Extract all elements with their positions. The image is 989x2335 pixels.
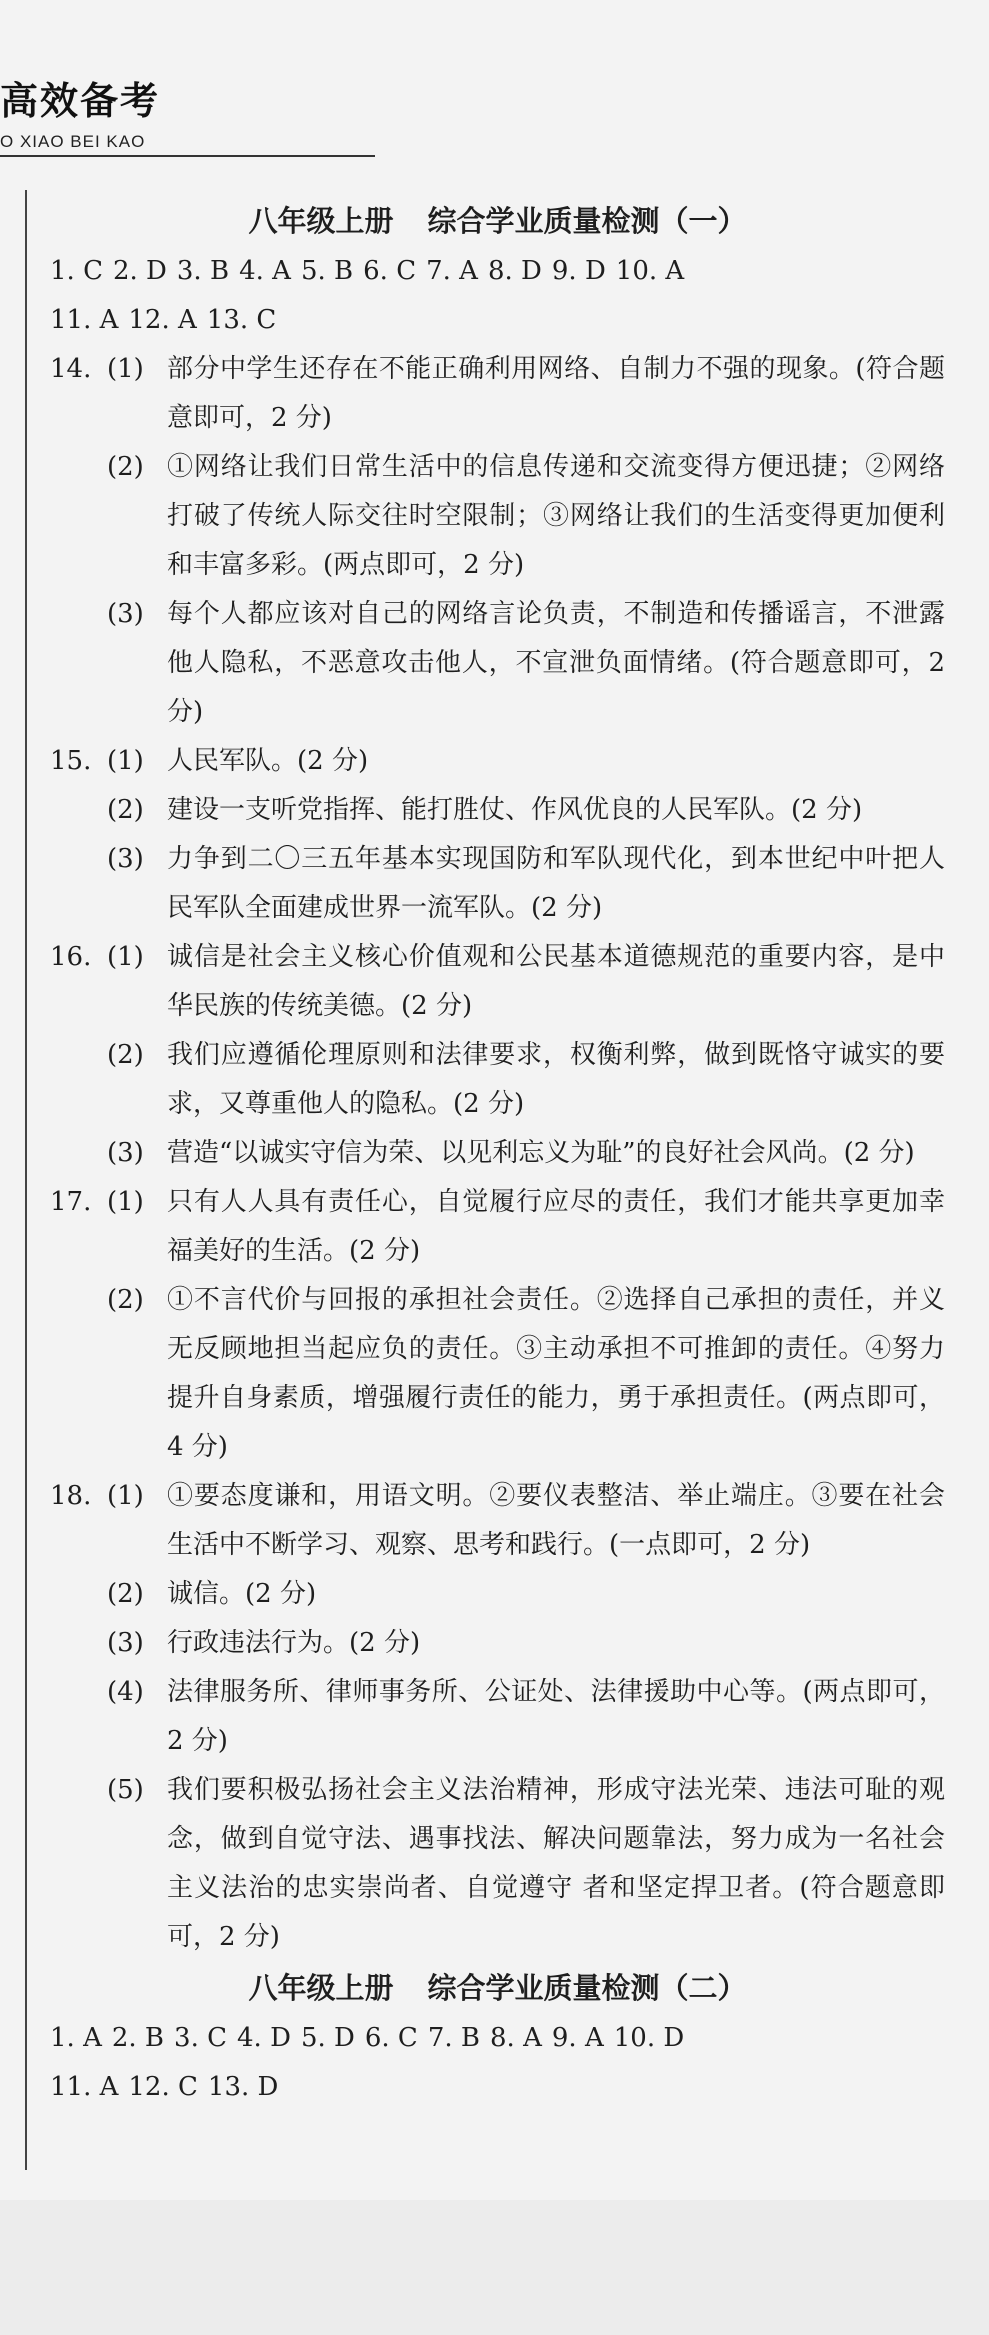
section-title-grade: 八年级上册 [248,204,394,238]
multiple-choice-answer: 12. A [128,305,197,335]
multiple-choice-answer: 3. B [176,256,230,286]
question-number: 16. [50,942,92,972]
sub-answer-label: (2) [107,1579,144,1609]
sub-answer-label: (3) [107,844,144,874]
question-number: 18. [50,1481,92,1511]
sub-answer-text: 营造“以诚实守信为荣、以见利忘义为耻”的良好社会风尚。(2 分) [167,1138,915,1168]
page-bottom-shade [0,2200,989,2335]
section-title-grade: 八年级上册 [248,1971,394,2005]
multiple-choice-answer: 2. B [111,2023,165,2053]
multiple-choice-answer: 4. A [239,256,291,286]
question-answer [50,933,945,1178]
section-title [50,195,945,247]
answer-key-content [50,195,945,2112]
sub-answer-label: (2) [107,1040,144,1070]
sub-answer-text: 每个人都应该对自己的网络言论负责，不制造和传播谣言，不泄露他人隐私，不恶意攻击他人，不宣泄负面情绪。(符合题意即可，2 分) [167,599,945,727]
sub-answer [50,1570,945,1619]
multiple-choice-answer: 10. A [615,256,685,286]
brand-logo-text: 高效备考 [0,79,161,123]
sub-answer-label: (1) [107,746,144,776]
sub-answer-text: 人民军队。(2 分) [167,746,369,776]
section-title [50,1962,945,2014]
multiple-choice-answer: 8. A [490,2023,542,2053]
question-answer [50,1178,945,1472]
sub-answer-text: 只有人人具有责任心，自觉履行应尽的责任，我们才能共享更加幸福美好的生活。(2 分) [167,1187,945,1266]
sub-answer-text: 诚信。(2 分) [167,1579,317,1609]
multiple-choice-answer: 13. C [206,305,277,335]
section-title-test: 综合学业质量检测（二） [427,1971,747,2005]
sub-answer [50,737,945,786]
sub-answer [50,1472,945,1570]
multiple-choice-row [50,247,945,296]
multiple-choice-row [50,2063,945,2112]
question-number: 14. [50,354,92,384]
sub-answer-label: (3) [107,1138,144,1168]
sub-answer-label: (2) [107,1285,144,1315]
sub-answer-label: (1) [107,1187,144,1217]
sub-answer [50,1766,945,1962]
multiple-choice-answer: 9. D [551,256,606,286]
sub-answer-label: (1) [107,942,144,972]
sub-answer [50,1178,945,1276]
sub-answer-text: 部分中学生还存在不能正确利用网络、自制力不强的现象。(符合题意即可，2 分) [167,354,945,433]
sub-answer-label: (1) [107,354,144,384]
sub-answer-label: (2) [107,452,144,482]
question-number: 17. [50,1187,92,1217]
question-answer [50,345,945,737]
left-margin-rule [25,190,27,2170]
multiple-choice-answer: 5. B [300,256,354,286]
sub-answer [50,1129,945,1178]
multiple-choice-answer: 11. A [50,2072,119,2102]
multiple-choice-answer: 1. C [50,256,103,286]
question-answer [50,737,945,933]
multiple-choice-answer: 3. C [174,2023,228,2053]
sub-answer [50,443,945,590]
sub-answer-label: (3) [107,599,144,629]
multiple-choice-answer: 13. D [207,2072,279,2102]
multiple-choice-answer: 6. C [364,2023,418,2053]
multiple-choice-answer: 9. A [551,2023,604,2053]
sub-answer [50,933,945,1031]
multiple-choice-answer: 2. D [112,256,167,286]
multiple-choice-answer: 6. C [363,256,417,286]
sub-answer-text: ①网络让我们日常生活中的信息传递和交流变得方便迅捷；②网络打破了传统人际交往时空限制；③网络让我们的生活变得更加便利和丰富多彩。(两点即可，2 分) [167,452,945,580]
multiple-choice-answer: 10. D [613,2023,685,2053]
sub-answer-text: 我们要积极弘扬社会主义法治精神，形成守法光荣、违法可耻的观念，做到自觉守法、遇事找法、解决问题靠法，努力成为一名社会主义法治的忠实崇尚者、自觉遵守 者和坚定捍卫者。(符合题意即可，2 分) [167,1775,945,1952]
multiple-choice-answer: 7. B [427,2023,481,2053]
sub-answer-text: 我们应遵循伦理原则和法律要求，权衡利弊，做到既恪守诚实的要求，又尊重他人的隐私。(2 分) [167,1040,945,1119]
sub-answer-text: 行政违法行为。(2 分) [167,1628,421,1658]
sub-answer-label: (1) [107,1481,144,1511]
multiple-choice-answer: 5. D [300,2023,355,2053]
sub-answer [50,1668,945,1766]
sub-answer [50,1031,945,1129]
sub-answer-text: ①不言代价与回报的承担社会责任。②选择自己承担的责任，并义无反顾地担当起应负的责任。③主动承担不可推卸的责任。④努力提升自身素质，增强履行责任的能力，勇于承担责任。(两点即可，4 分) [167,1285,945,1462]
question-number: 15. [50,746,92,776]
question-answer [50,1472,945,1962]
sub-answer [50,345,945,443]
sub-answer-text: ①要态度谦和，用语文明。②要仪表整洁、举止端庄。③要在社会生活中不断学习、观察、思考和践行。(一点即可，2 分) [167,1481,945,1560]
section-title-test: 综合学业质量检测（一） [427,204,747,238]
multiple-choice-answer: 11. A [50,305,119,335]
sub-answer [50,590,945,737]
sub-answer-text: 力争到二〇三五年基本实现国防和军队现代化，到本世纪中叶把人民军队全面建成世界一流军队。(2 分) [167,844,945,923]
sub-answer-text: 法律服务所、律师事务所、公证处、法律援助中心等。(两点即可，2 分) [167,1677,945,1756]
multiple-choice-answer: 4. D [237,2023,291,2053]
multiple-choice-row [50,2014,945,2063]
sub-answer-label: (5) [107,1775,144,1805]
sub-answer [50,1619,945,1668]
sub-answer [50,1276,945,1472]
sub-answer [50,835,945,933]
sub-answer-label: (2) [107,795,144,825]
multiple-choice-answer: 8. D [487,256,542,286]
multiple-choice-row [50,296,945,345]
sub-answer-label: (3) [107,1628,144,1658]
multiple-choice-answer: 12. C [128,2072,198,2102]
multiple-choice-answer: 7. A [426,256,478,286]
multiple-choice-answer: 1. A [50,2023,102,2053]
header-divider [0,155,375,157]
brand-pinyin: O XIAO BEI KAO [0,132,146,151]
sub-answer [50,786,945,835]
sub-answer-label: (4) [107,1677,144,1707]
sub-answer-text: 建设一支听党指挥、能打胜仗、作风优良的人民军队。(2 分) [167,795,863,825]
sub-answer-text: 诚信是社会主义核心价值观和公民基本道德规范的重要内容，是中华民族的传统美德。(2 分) [167,942,945,1021]
